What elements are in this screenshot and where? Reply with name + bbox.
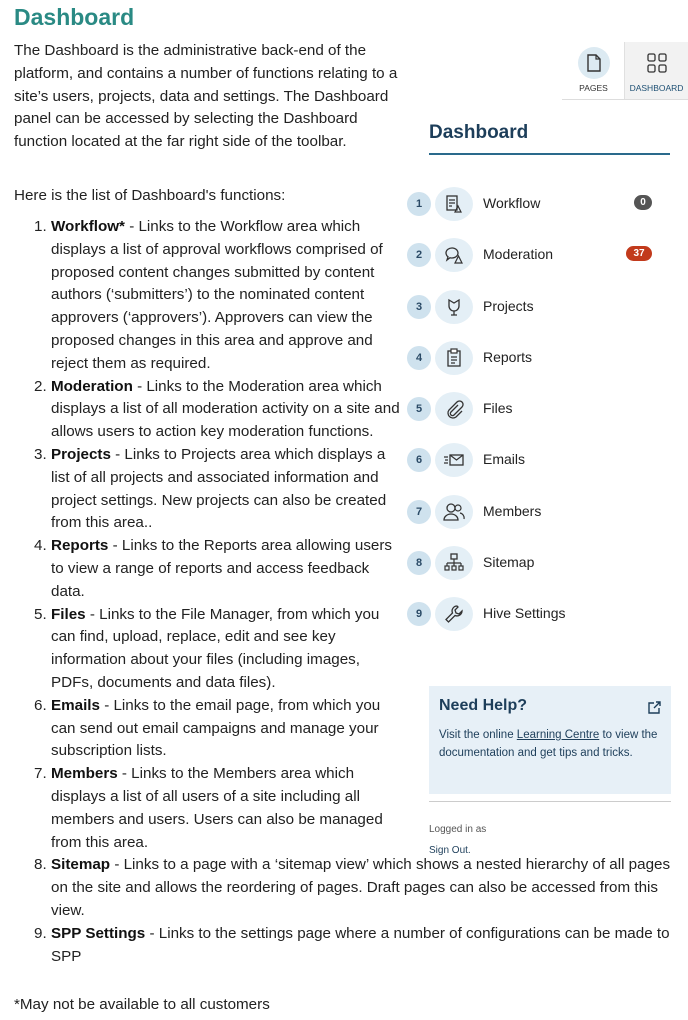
- function-description: - Links to the Workflow area which displays a list of approval workflows comprised of proposed content changes submitted by content authors (‘submitters’) to the nominated content approvers (‘approvers’). Approvers can view the proposed changes in this area and approve and reject them as required.: [51, 218, 383, 372]
- moderation-icon: [435, 238, 473, 272]
- sidebar-item-workflow[interactable]: [405, 184, 665, 235]
- wrench-icon: [435, 597, 473, 631]
- sidebar-item-files[interactable]: [405, 389, 665, 440]
- sidebar-item-label: Projects: [483, 297, 534, 314]
- grid-icon: [641, 47, 673, 79]
- paperclip-icon: [435, 392, 473, 426]
- step-badge: 6: [407, 448, 431, 472]
- function-description: - Links to the Moderation area which displays a list of all moderation activity on a site and allows users to action key moderation functions.: [51, 377, 400, 441]
- sidebar-item-sitemap[interactable]: [405, 543, 665, 594]
- page-title: Dashboard: [14, 4, 135, 30]
- divider: [429, 801, 671, 802]
- list-number: 4.: [34, 537, 47, 555]
- list-number: 5.: [34, 605, 47, 623]
- function-name: Workflow*: [51, 218, 125, 235]
- list-item: [14, 376, 401, 444]
- list-number: 8.: [34, 856, 47, 874]
- function-description: - Links to Projects area which displays a list of all projects and associated information and project settings. New projects can also be created from this area..: [51, 445, 387, 532]
- list-number: 6.: [34, 696, 47, 714]
- step-badge: 4: [407, 346, 431, 370]
- members-icon: [435, 495, 473, 529]
- function-name: Members: [51, 765, 118, 783]
- help-title: Need Help?: [439, 697, 528, 714]
- function-description: - Links to the Reports area allowing users to view a range of reports and access feedback data.: [51, 537, 393, 600]
- step-badge: 5: [407, 397, 431, 421]
- sidebar-item-label: Files: [483, 400, 513, 417]
- help-text: [439, 726, 665, 762]
- page-icon: [578, 47, 610, 79]
- sidebar-item-hive-settings[interactable]: [405, 594, 665, 645]
- step-badge: 1: [407, 192, 431, 216]
- reports-icon: [435, 341, 473, 375]
- sidebar-item-label: Members: [483, 502, 542, 519]
- sidebar-item-label: Emails: [483, 451, 526, 468]
- list-number: 7.: [34, 765, 47, 783]
- function-name: Projects: [51, 445, 111, 463]
- workflow-icon: [435, 187, 473, 221]
- sidebar-item-reports[interactable]: [405, 338, 665, 389]
- sidebar-item-label: Workflow: [483, 195, 541, 211]
- dashboard-nav: [405, 184, 665, 646]
- external-link-icon[interactable]: [648, 701, 661, 719]
- email-icon: [435, 443, 473, 477]
- function-description: - Links to the Members area which displays a list of all users of a site including all members and users. Users can also be managed from this area.: [51, 765, 383, 851]
- logged-in-label: Logged in as: [429, 824, 487, 835]
- function-description: - Links to a page with a ‘sitemap view’ which shows a nested hierarchy of all pages on the site and allows the reordering of pages. Draft pages can also be accessed from this view.: [51, 856, 671, 919]
- sidebar-item-label: Hive Settings: [483, 605, 566, 622]
- sidebar-item-emails[interactable]: [405, 440, 665, 491]
- function-description: - Links to the email page, from which you can send out email campaigns and manage your subscription lists.: [51, 696, 381, 760]
- step-badge: 2: [407, 243, 431, 267]
- list-item: [14, 763, 401, 854]
- step-badge: 9: [407, 602, 431, 626]
- sidebar-item-label: Sitemap: [483, 554, 535, 571]
- list-number: 3.: [34, 445, 47, 463]
- list-item: [14, 444, 401, 535]
- list-item: [14, 604, 401, 695]
- step-badge: 7: [407, 500, 431, 524]
- function-name: Sitemap: [51, 856, 111, 874]
- list-item: [14, 216, 401, 376]
- list-number: 1.: [34, 218, 47, 235]
- function-name: SPP Settings: [51, 924, 146, 942]
- list-item: [14, 854, 682, 922]
- function-name: Moderation: [51, 377, 133, 395]
- help-text-before: Visit the online: [439, 729, 517, 741]
- step-badge: 3: [407, 295, 431, 319]
- function-description: - Links to the File Manager, from which you can find, upload, replace, edit and see key information about your files (including images, PDFs, documents and data files).: [51, 605, 380, 691]
- dashboard-label: DASHBOARD: [629, 83, 684, 93]
- title-underline: [429, 153, 670, 155]
- list-item: [14, 923, 682, 969]
- count-badge: 37: [626, 246, 652, 261]
- sidebar-item-label: Reports: [483, 348, 533, 365]
- pages-label: PAGES: [579, 83, 608, 93]
- function-description: - Links to the settings page where a number of configurations can be made to SPP: [51, 924, 670, 965]
- dashboard-button[interactable]: [624, 42, 688, 99]
- function-name: Files: [51, 605, 86, 623]
- list-heading: Here is the list of Dashboard's functions:: [14, 187, 286, 204]
- footnote: *May not be available to all customers: [14, 996, 270, 1013]
- help-text-after: to view the documentation and get tips and tricks.: [439, 729, 658, 759]
- learning-centre-link[interactable]: Learning Centre: [516, 729, 600, 741]
- count-badge: 0: [634, 195, 652, 210]
- sign-out-link[interactable]: Sign Out.: [429, 845, 471, 856]
- list-number: 9.: [34, 924, 47, 942]
- toolbar: [562, 42, 688, 100]
- list-number: 2.: [34, 377, 47, 395]
- sidebar-item-members[interactable]: [405, 492, 665, 543]
- sidebar-item-label: Moderation: [483, 246, 554, 263]
- list-item: [14, 695, 401, 763]
- step-badge: 8: [407, 551, 431, 575]
- projects-icon: [435, 290, 473, 324]
- intro-paragraph: The Dashboard is the administrative back-end of the platform, and contains a number of functions relating to a site’s users, projects, data and settings. The Dashboard panel can be accessed by selecting the Dashboard function located at the far right side of the toolbar.: [14, 42, 398, 151]
- sidebar-item-projects[interactable]: [405, 287, 665, 338]
- sitemap-icon: [435, 546, 473, 580]
- pages-button[interactable]: [562, 42, 625, 99]
- function-name: Reports: [51, 537, 109, 555]
- panel-title: Dashboard: [429, 122, 529, 143]
- help-box: [429, 686, 671, 794]
- sidebar-item-moderation[interactable]: [405, 235, 665, 286]
- function-name: Emails: [51, 696, 100, 714]
- list-item: [14, 535, 401, 603]
